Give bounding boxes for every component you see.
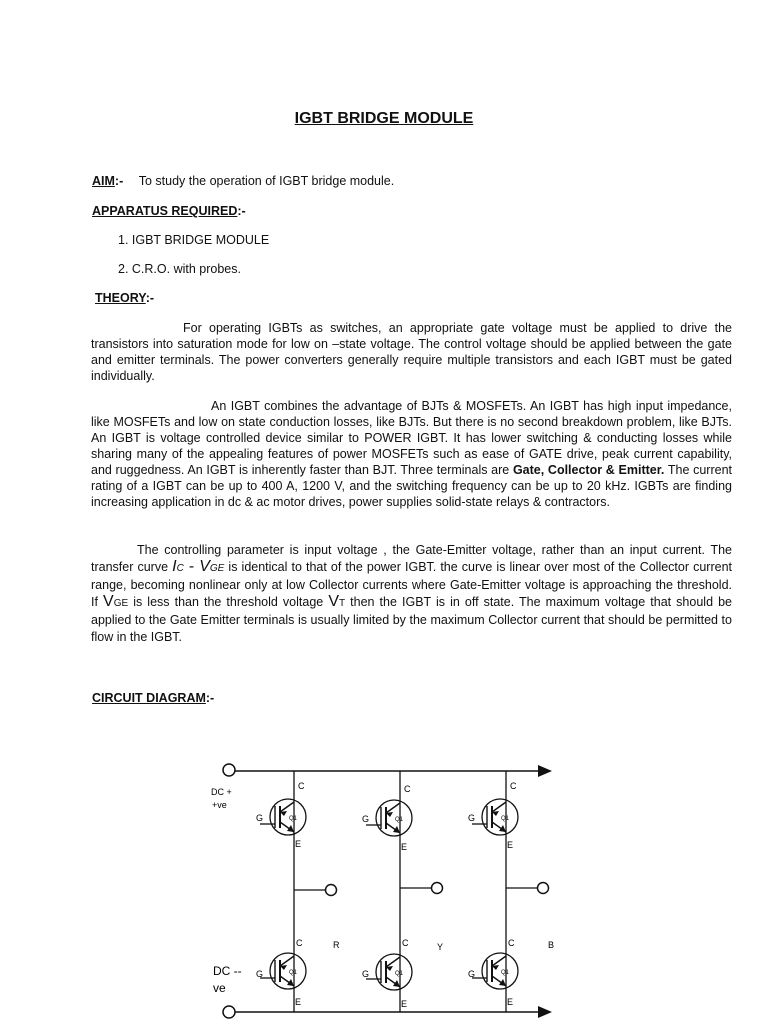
vge-symbol-2: V <box>103 592 114 610</box>
ic-subscript: C <box>176 562 184 574</box>
collector-label: C <box>296 938 303 948</box>
gate-label: G <box>468 969 476 979</box>
phase-y-label: Y <box>437 942 444 952</box>
transistor-label: Q1 <box>289 816 298 822</box>
vt-subscript: T <box>338 597 346 609</box>
vge-subscript-2: GE <box>113 597 129 609</box>
collector-label: C <box>508 938 515 948</box>
output-terminal-y <box>432 883 443 894</box>
theory-paragraph-3-text-d: then the IGBT is in off state. The maximum voltage that should be applied to the Gate Emitter terminals is usually limited by the maximum Collector current that should be permitted to flow in the IGBT. <box>91 594 732 644</box>
vt-symbol: V <box>328 592 339 610</box>
dc-minus-label-2: ve <box>213 981 226 995</box>
emitter-label: E <box>295 839 302 849</box>
theory-paragraph-2-text-a: An IGBT combines the advantage of BJTs & MOSFETs. An IGBT has high input impedance, like MOSFETs and low on state conduction losses, like BJTs. But there is no second breakdown problem, like BJTs. An IGBT is voltage controlled device similar to POWER IGBT. It has lower switching & conducting losses while sharing many of the appealing features of power MOSFETs such as ease of GATE drive, peak current capability, and ruggedness. An IGBT is inherently faster than BJT. Three terminals are <box>91 399 732 477</box>
dc-plus-label-2: +ve <box>212 800 227 810</box>
igbt-lower-b <box>472 953 518 989</box>
emitter-label: E <box>295 997 302 1007</box>
apparatus-item: 2. C.R.O. with probes. <box>118 262 241 276</box>
theory-paragraph-3-text-b: is identical to that of the power IGBT. the curve is linear over most of the Collector current range, becoming nonlinear only at low Collector currents where Gate-Emitter voltage is approaching the threshold. If <box>91 559 733 609</box>
emitter-label: E <box>401 842 408 852</box>
positive-bus-arrow <box>538 765 552 777</box>
dc-positive-terminal <box>223 764 235 776</box>
output-terminal-b <box>538 883 549 894</box>
theory-paragraph-2-text-b: The current rating of a IGBT can be up to 400 A, 1200 V, and the switching frequency can be up to 20 kHz. IGBTs are finding increasing application in dc & ac motor drives, power supplies solid-state relays & contractors. <box>91 463 732 509</box>
phase-r-label: R <box>333 940 340 950</box>
igbt-upper-b <box>472 799 518 835</box>
theory-paragraph-3-text-a: The controlling parameter is input voltage , the Gate-Emitter voltage, rather than an input current. The transfer curve <box>91 543 732 574</box>
collector-label: C <box>402 938 409 948</box>
emitter-label: E <box>401 999 408 1009</box>
igbt-lower-r <box>260 953 306 989</box>
theory-heading: THEORY <box>95 291 146 305</box>
gate-label: G <box>362 969 370 979</box>
circuit-heading-suffix: :- <box>205 691 215 705</box>
gate-label: G <box>362 814 370 824</box>
emitter-label: E <box>507 840 514 850</box>
apparatus-heading-suffix: :- <box>237 204 246 218</box>
symbol-dash: - <box>183 557 200 575</box>
gate-label: G <box>256 813 264 823</box>
emitter-label: E <box>507 997 514 1007</box>
theory-heading-suffix: :- <box>145 291 155 305</box>
igbt-lower-y <box>366 954 412 990</box>
vge-subscript: GE <box>209 562 225 574</box>
aim-text: To study the operation of IGBT bridge module. <box>138 174 395 188</box>
phase-b-label: B <box>548 940 555 950</box>
vge-symbol: V <box>199 557 210 575</box>
igbt-upper-y <box>366 800 412 836</box>
dc-plus-label: DC + <box>211 787 232 797</box>
igbt-upper-r <box>260 799 306 835</box>
output-terminal-r <box>326 885 337 896</box>
transistor-label: Q1 <box>289 970 298 976</box>
circuit-heading: CIRCUIT DIAGRAM <box>92 691 206 705</box>
collector-label: C <box>298 781 305 791</box>
collector-label: C <box>404 784 411 794</box>
theory-paragraph-1: For operating IGBTs as switches, an appropriate gate voltage must be applied to drive the transistors into saturation mode for low on –state voltage. The control voltage should be applied between the gate and emitter terminals. The power converters generally require multiple transistors and each IGBT must be gated individually. <box>91 321 732 383</box>
negative-bus-arrow <box>538 1006 552 1018</box>
theory-paragraph-3-text-c: is less than the threshold voltage <box>128 594 329 609</box>
aim-heading-suffix: :- <box>114 174 124 188</box>
igbt-terminals-bold: Gate, Collector & Emitter. <box>512 463 665 477</box>
transistor-label: Q1 <box>395 971 404 977</box>
document-title: IGBT BRIDGE MODULE <box>294 110 474 127</box>
gate-label: G <box>468 813 476 823</box>
collector-label: C <box>510 781 517 791</box>
gate-label: G <box>256 969 264 979</box>
dc-minus-label: DC -- <box>213 964 242 978</box>
aim-heading: AIM <box>92 174 115 188</box>
ic-symbol: I <box>172 557 177 575</box>
dc-negative-terminal <box>223 1006 235 1018</box>
apparatus-heading: APPARATUS REQUIRED <box>92 204 238 218</box>
transistor-label: Q1 <box>395 817 404 823</box>
apparatus-item: 1. IGBT BRIDGE MODULE <box>118 233 270 247</box>
transistor-label: Q1 <box>501 970 510 976</box>
transistor-label: Q1 <box>501 816 510 822</box>
